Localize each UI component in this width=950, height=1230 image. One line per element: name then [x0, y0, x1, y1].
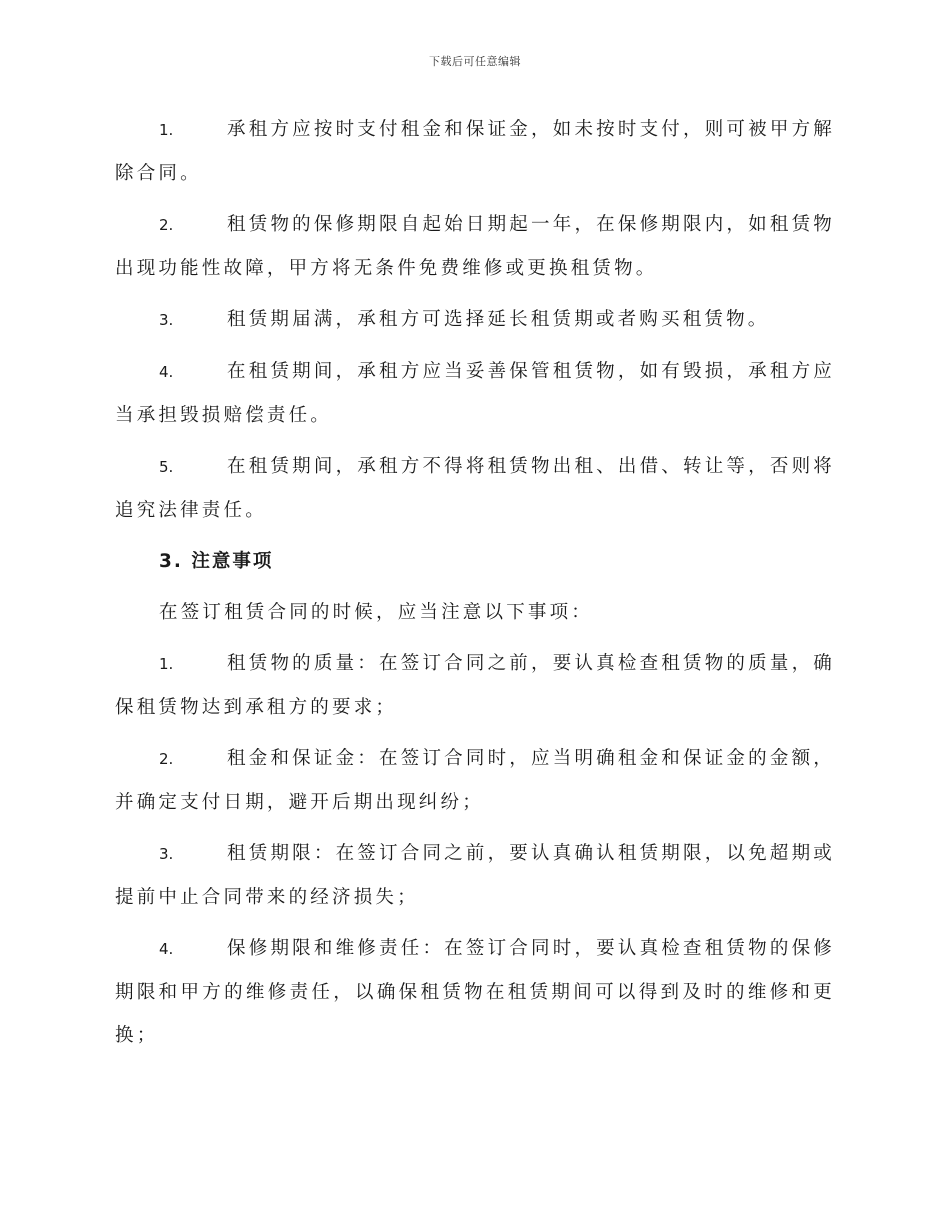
clause-number: 4. [159, 363, 174, 381]
notice-item [115, 642, 835, 729]
notice-item [115, 832, 835, 919]
clause-text: 在租赁期间，承租方应当妥善保管租赁物，如有毁损，承租方应当承担毁损赔偿责任。 [115, 361, 835, 426]
notice-number: 3. [159, 845, 174, 863]
clause-text: 在租赁期间，承租方不得将租赁物出租、出借、转让等，否则将追究法律责任。 [115, 456, 835, 521]
clause-number: 2. [159, 216, 174, 234]
clause-item [115, 350, 835, 437]
notice-number: 2. [159, 750, 174, 768]
clause-item [115, 108, 835, 195]
notice-text: 租金和保证金：在签订合同时，应当明确租金和保证金的金额，并确定支付日期，避开后期出现纠纷； [115, 748, 835, 813]
section-intro: 在签订租赁合同的时候，应当注意以下事项： [159, 602, 594, 623]
notice-item [115, 737, 835, 824]
clause-text: 租赁期届满，承租方可选择延长租赁期或者购买租赁物。 [227, 309, 770, 330]
clause-item [115, 445, 835, 532]
clause-item [115, 203, 835, 290]
document-body [115, 108, 835, 1065]
clause-text: 承租方应按时支付租金和保证金，如未按时支付，则可被甲方解除合同。 [115, 119, 835, 184]
clause-number: 5. [159, 458, 174, 476]
notice-item [115, 927, 835, 1057]
notice-text: 租赁期限：在签订合同之前，要认真确认租赁期限，以免超期或提前中止合同带来的经济损失； [115, 843, 835, 908]
notice-text: 保修期限和维修责任：在签订合同时，要认真检查租赁物的保修期限和甲方的维修责任，以确保租赁物在租赁期间可以得到及时的维修和更换； [115, 938, 835, 1046]
clause-item [115, 298, 835, 342]
clause-number: 1. [159, 121, 174, 139]
page-header: 下载后可任意编辑 [429, 55, 521, 68]
section-heading: 3. 注意事项 [159, 551, 274, 572]
notice-text: 租赁物的质量：在签订合同之前，要认真检查租赁物的质量，确保租赁物达到承租方的要求； [115, 653, 835, 718]
notice-number: 4. [159, 940, 174, 958]
notice-number: 1. [159, 655, 174, 673]
clause-number: 3. [159, 311, 174, 329]
clause-text: 租赁物的保修期限自起始日期起一年，在保修期限内，如租赁物出现功能性故障，甲方将无条件免费维修或更换租赁物。 [115, 214, 835, 279]
